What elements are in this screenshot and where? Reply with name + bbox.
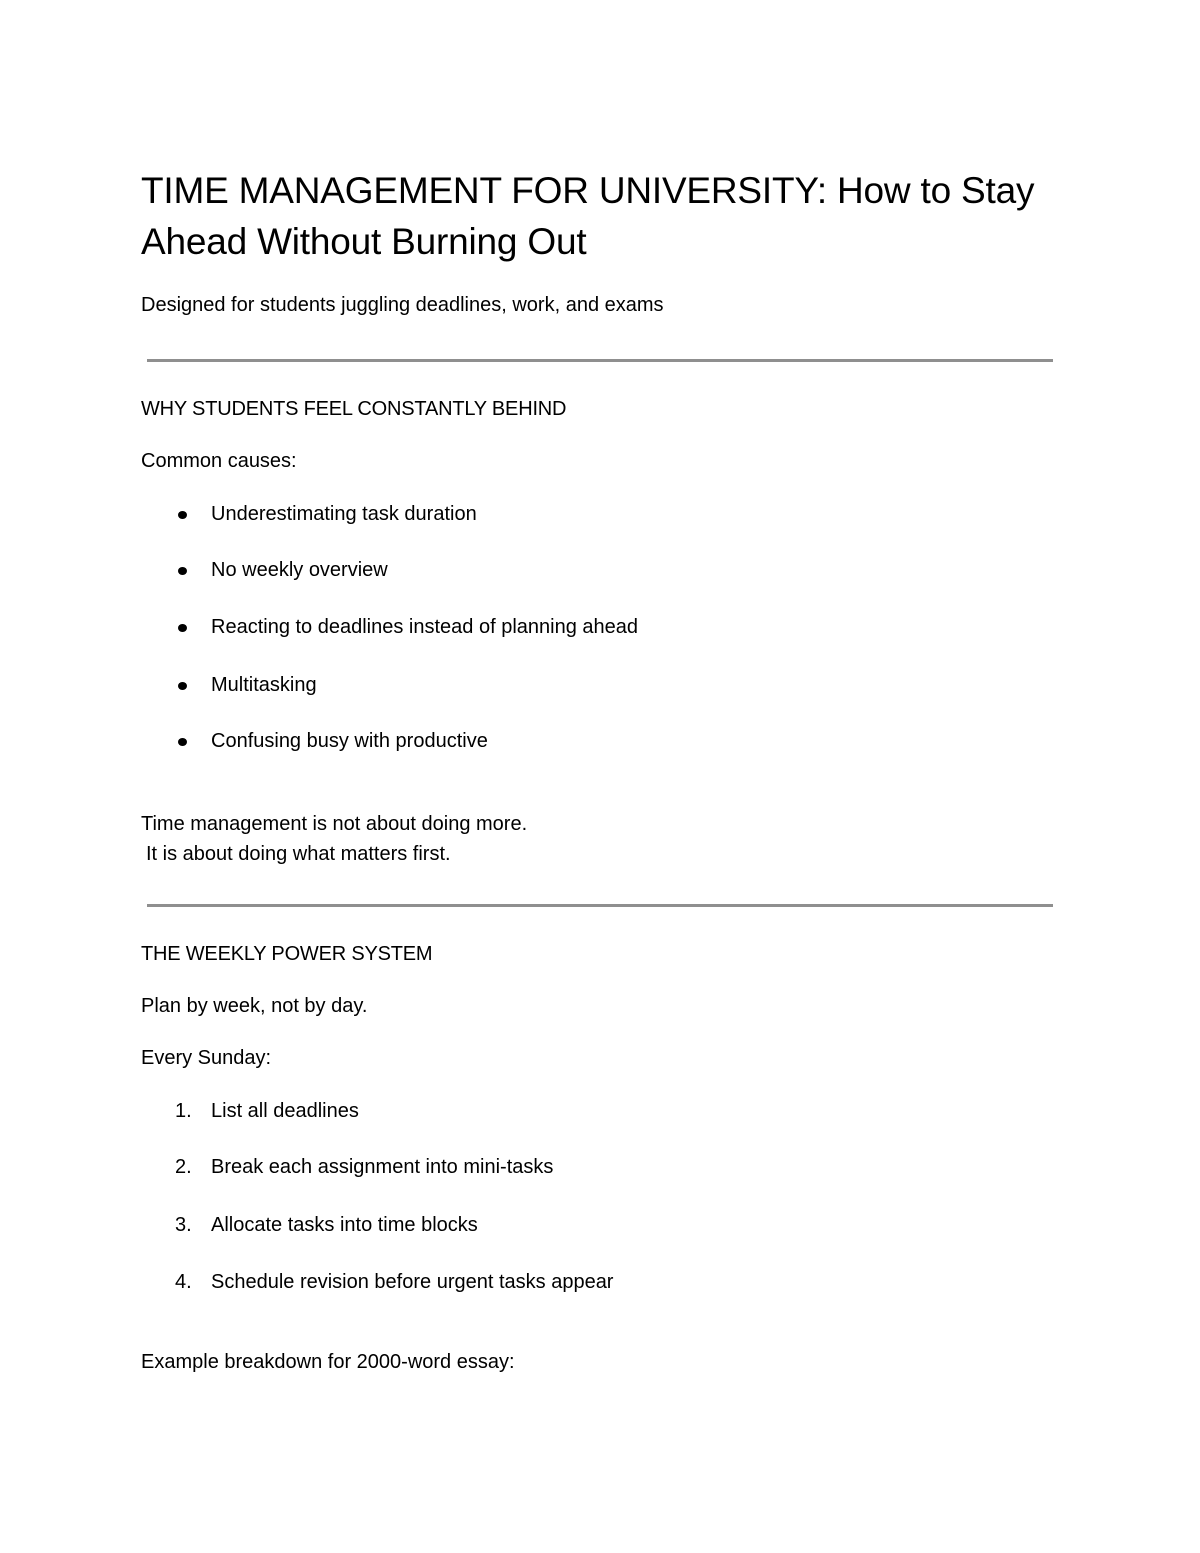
- numbered-list-item: 2. Break each assignment into mini-tasks: [175, 1156, 554, 1178]
- bullet-icon: [178, 624, 187, 632]
- plan-by-week-text: Plan by week, not by day.: [141, 995, 368, 1017]
- example-breakdown-label: Example breakdown for 2000-word essay:: [141, 1351, 515, 1373]
- statement-line-2: It is about doing what matters first.: [146, 843, 451, 865]
- numbered-list-item: 4. Schedule revision before urgent tasks appear: [175, 1271, 614, 1293]
- list-item: Multitasking: [141, 672, 941, 698]
- numbered-list-item: 1. List all deadlines: [175, 1100, 359, 1122]
- numbered-list-item: 3. Allocate tasks into time blocks: [175, 1214, 478, 1236]
- common-causes-label: Common causes:: [141, 450, 297, 472]
- list-item: Underestimating task duration: [141, 501, 941, 527]
- section-heading-why-behind: WHY STUDENTS FEEL CONSTANTLY BEHIND: [141, 398, 567, 420]
- bullet-icon: [178, 567, 187, 575]
- horizontal-divider: [147, 359, 1053, 362]
- horizontal-divider: [147, 904, 1053, 907]
- list-item: Reacting to deadlines instead of planning ahead: [141, 614, 941, 640]
- document-title: TIME MANAGEMENT FOR UNIVERSITY: How to Stay Ahead Without Burning Out: [141, 170, 1035, 262]
- statement-line-1: Time management is not about doing more.: [141, 813, 528, 835]
- section-heading-weekly-power-system: THE WEEKLY POWER SYSTEM: [141, 943, 433, 965]
- bullet-icon: [178, 682, 187, 690]
- key-statement: [141, 809, 527, 869]
- document-subtitle: Designed for students juggling deadlines, work, and exams: [141, 294, 664, 316]
- every-sunday-label: Every Sunday:: [141, 1047, 272, 1069]
- bullet-icon: [178, 511, 187, 519]
- bullet-icon: [178, 738, 187, 746]
- list-item: No weekly overview: [141, 557, 941, 583]
- list-item: Confusing busy with productive: [141, 728, 941, 754]
